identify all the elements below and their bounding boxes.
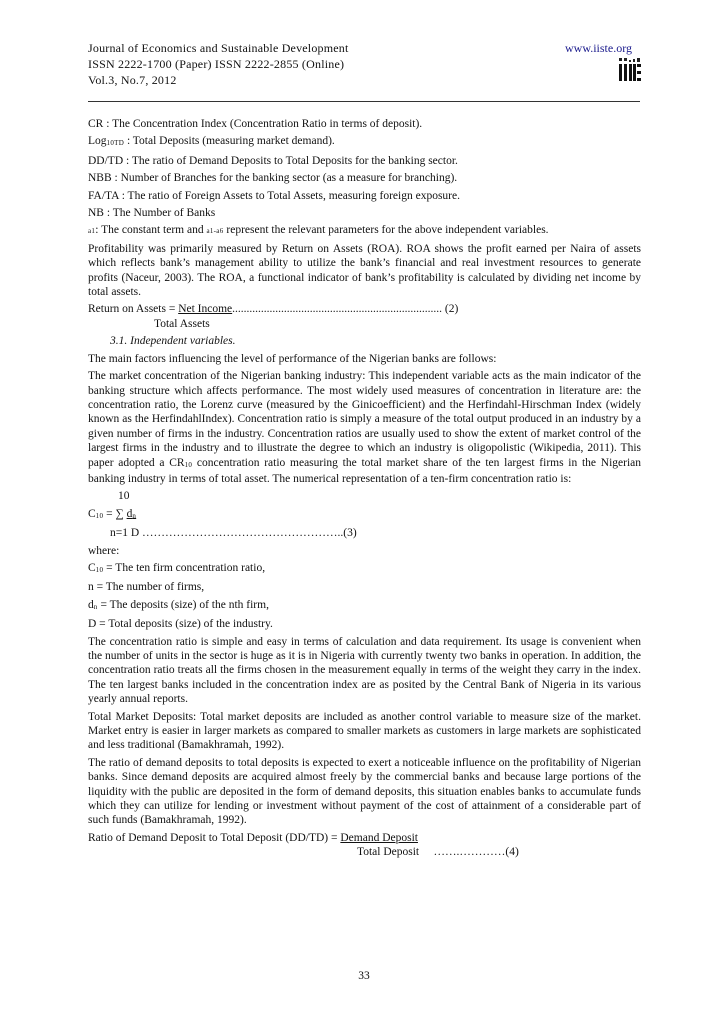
definition-nbb: NBB : Number of Branches for the banking sector (as a measure for branching). <box>88 172 458 185</box>
journal-volume: Vol.3, No.7, 2012 <box>88 73 177 87</box>
definition-parameters <box>88 223 641 238</box>
sum-lower-limit: n=1 D ……………………………………………..(3) <box>110 527 357 540</box>
definition-ddtd: DD/TD : The ratio of Demand Deposits to Total Deposits for the banking sector. <box>88 154 458 167</box>
ddtd-formula-numerator-line <box>88 831 641 845</box>
demand-deposit-paragraph: The ratio of demand deposits to total deposits is expected to exert a noticeable influence on the profitability of Nigerian banks. Since demand deposits are acquired almost freely by the commercial banks and because large portions of the liquidity with the public are deposited in the form of demand deposits, this situation enables banks to accumulate funds which they can utilize for lending or investment without payment of the cost of attainment of a considerable part of such funds (Bamakhramah, 1992). <box>88 756 641 827</box>
c-symbol: C <box>88 507 96 520</box>
definition-fata: FA/TA : The ratio of Foreign Assets to Total Assets, measuring foreign exposure. <box>88 189 460 202</box>
roa-formula-lhs: Return on Assets = <box>88 303 179 316</box>
total-market-deposits-paragraph: Total Market Deposits: Total market deposits are included as another control variable to measure size of the market. Market entry is easier in larger markets as compared to smaller markets as customers in large markets are sophisticated and less traditional (Bamakhramah, 1992). <box>88 710 641 752</box>
section-heading: 3.1. Independent variables. <box>110 335 236 348</box>
log-definition-text: : Total Deposits (measuring market demand). <box>124 135 335 148</box>
a1-a6-symbol: a1-a6 <box>206 227 224 236</box>
d-symbol: d <box>126 507 133 520</box>
where-c10-text: = The ten firm concentration ratio, <box>103 561 266 574</box>
formula-main-line <box>88 507 641 523</box>
concentration-text-1: The market concentration of the Nigerian banking industry: This independent variable acts as the main indicator of the banking structure which affects performance. The most widely used measures of concentration in literature are: the concentration ratio, the Lorenz curve (measured by the Ginicoefficient) and the Herfindahl-Hirschman Index (widely known as the HerfindahlIndex). Concentration ratio is simply a measure of the total output produced in an industry by a given number of firms in the industry. Concentration ratios are usually used to show the extent of market control of the largest firms in the industry and to illustrate the degree to which an industry is oligopolistic (Wikipedia, 2011). This paper adopted a CR <box>88 370 641 469</box>
where-n: n = The number of firms, <box>88 581 205 594</box>
concentration-formula <box>88 489 641 540</box>
c-subscript: 10 <box>95 511 104 520</box>
concentration-text-2: concentration ratio measuring the total market share of the ten largest firms in the Nigerian banking industry in terms of total asset. The numerical representation of a ten-firm concentration ratio is: <box>88 456 641 485</box>
iiste-logo-icon <box>617 57 643 83</box>
roa-formula-numerator-line <box>88 302 641 316</box>
simple-ratio-paragraph: The concentration ratio is simple and easy in terms of calculation and data requirement. Its usage is convenient when the number of units in the sector is huge as it is in Nigeria with currently twenty two banks in operation. In addition, the concentration ratio treats all the firms chosen in the measurement equally in terms of the weight they carry in the index. The ten largest banks included in the concentration index are as posited by the Central Bank of Nigeria in its various yearly annual reports. <box>88 635 641 706</box>
dn-term <box>127 508 137 520</box>
n-subscript: n <box>132 511 137 520</box>
journal-title: Journal of Economics and Sustainable Development <box>88 41 349 55</box>
paper-body <box>88 117 641 860</box>
where-dn <box>88 598 641 614</box>
page-number: 33 <box>358 970 370 982</box>
log-subscript: 10TD <box>106 139 125 148</box>
definition-cr: CR : The Concentration Index (Concentration Ratio in terms of deposit). <box>88 118 423 130</box>
header-divider <box>88 101 640 102</box>
journal-issn: ISSN 2222-1700 (Paper) ISSN 2222-2855 (Online) <box>88 57 345 71</box>
roa-paragraph: Profitability was primarily measured by Return on Assets (ROA). ROA shows the profit earned per Naira of assets which reflects bank’s management ability to utilize the bank’s financial and real investment resources to generate profits (Naceur, 2003). The ROA, a functional indicator of bank’s profitability is calculated by dividing net income by total assets. <box>88 242 641 299</box>
sum-upper-limit: 10 <box>118 490 130 503</box>
log-symbol: Log <box>88 135 107 148</box>
concentration-paragraph <box>88 369 641 486</box>
journal-header <box>88 40 349 88</box>
parameters-text-2: represent the relevant parameters for the above independent variables. <box>223 224 549 237</box>
definition-nb: NB : The Number of Banks <box>88 207 216 220</box>
roa-formula-denominator: Total Assets <box>154 317 210 330</box>
sum-sign: = ∑ <box>103 507 127 520</box>
where-c10 <box>88 561 641 577</box>
definition-log <box>88 134 641 150</box>
where-c-symbol: C <box>88 561 96 574</box>
ddtd-formula-denominator: Total Deposit <box>357 846 420 859</box>
roa-formula-numerator: Net Income <box>178 303 233 316</box>
ddtd-formula-lhs: Ratio of Demand Deposit to Total Deposit (DD/TD) = <box>88 831 341 844</box>
a1-symbol: a1 <box>88 227 96 236</box>
roa-formula-number: ......................................................................... (2) <box>232 303 459 316</box>
where-label: where: <box>88 544 120 557</box>
journal-url[interactable]: www.iiste.org <box>565 41 632 55</box>
cr10-subscript: 10 <box>184 460 193 469</box>
where-dn-text: = The deposits (size) of the nth firm, <box>97 598 269 611</box>
ddtd-formula-numerator: Demand Deposit <box>340 831 418 844</box>
ddtd-formula <box>88 831 641 860</box>
where-d-symbol: d <box>88 598 94 611</box>
section-intro: The main factors influencing the level of performance of the Nigerian banks are follows: <box>88 352 497 365</box>
ddtd-formula-number: …….…………(4) <box>419 846 519 859</box>
ddtd-formula-denominator-line <box>88 845 641 859</box>
where-c-subscript: 10 <box>95 565 104 574</box>
where-n-subscript: n <box>93 602 98 611</box>
parameters-text-1: : The constant term and <box>95 224 207 237</box>
where-d: D = Total deposits (size) of the industry. <box>88 618 273 631</box>
roa-formula <box>88 302 641 331</box>
